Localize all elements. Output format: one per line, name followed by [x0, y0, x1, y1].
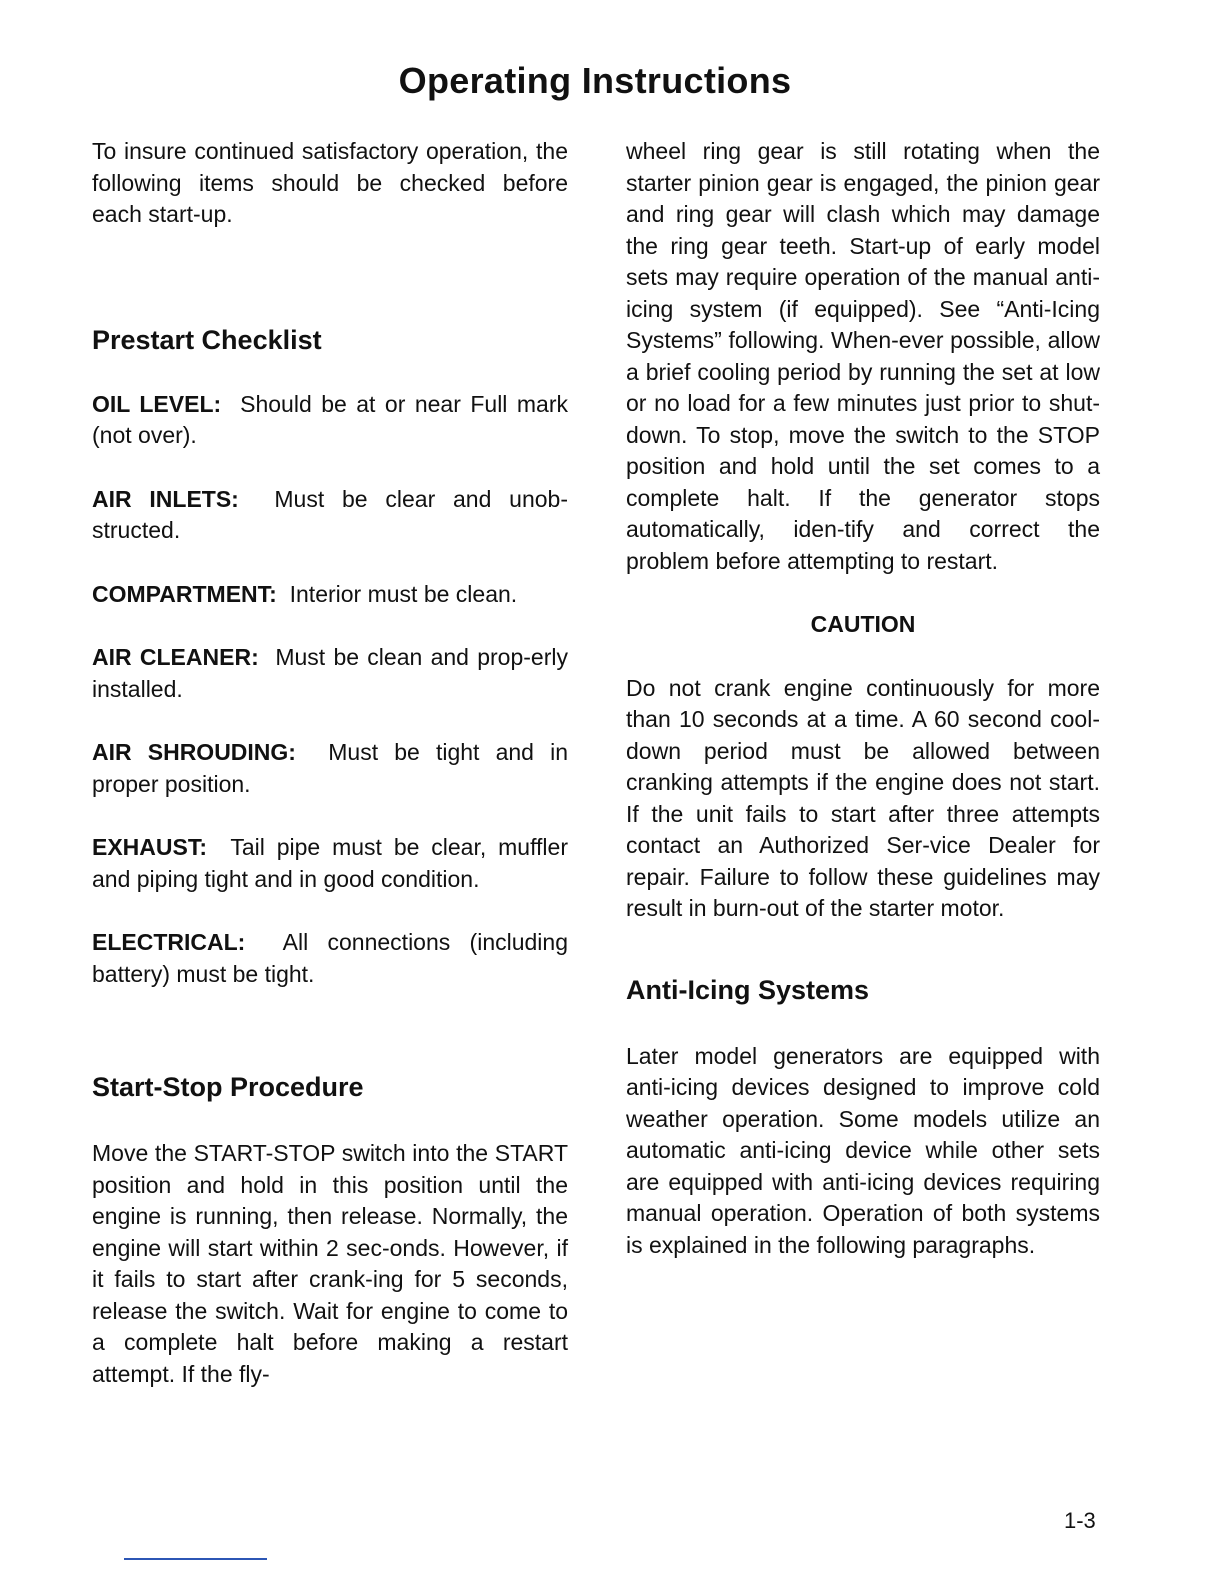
checklist-text: Must be clean and prop-erly installed.	[92, 644, 568, 702]
intro-paragraph: To insure continued satisfactory operation, the following items should be checked before each start-up.	[92, 138, 568, 227]
footer-rule	[124, 1558, 267, 1560]
checklist-text: Interior must be clean.	[289, 580, 518, 607]
prestart-heading: Prestart Checklist	[92, 324, 322, 355]
checklist-item-air-cleaner	[92, 642, 568, 705]
checklist-label: AIR INLETS:	[92, 485, 239, 512]
checklist-text: All connections (including battery) must be tight.	[92, 929, 568, 987]
checklist-label: AIR CLEANER:	[92, 644, 259, 670]
caution-paragraph: Do not crank engine continuously for more than 10 seconds at a time. A 60 second cool-down period must be allowed between cranking attempts if the engine does not start. If the unit fails to start after three attempts contact an Authorized Ser-vice Dealer for repair. Failure to follow these guidelines may result in burn-out of the starter motor.	[626, 674, 1100, 921]
checklist-item-air-shrouding	[92, 737, 568, 800]
left-column	[92, 136, 568, 1390]
caution-title: CAUTION	[810, 611, 916, 637]
checklist-text: Tail pipe must be clear, muffler and piping tight and in good condition.	[92, 834, 568, 892]
checklist-label: EXHAUST:	[92, 834, 208, 860]
start-stop-continued-paragraph: wheel ring gear is still rotating when the starter pinion gear is engaged, the pinion gear and ring gear will clash which may damage the ring gear teeth. Start-up of early model sets may require operation of the manual anti-icing system (if equipped). See “Anti-Icing Systems” following. When-ever possible, allow a brief cooling period by running the set at low or no load for a few minutes just prior to shut-down. To stop, move the switch to the STOP position and hold until the set comes to a complete halt. If the generator stops automatically, iden-tify and correct the problem before attempting to restart.	[626, 138, 1100, 574]
checklist-text: Should be at or near Full mark (not over).	[92, 390, 568, 448]
checklist-label: AIR SHROUDING:	[92, 739, 296, 765]
anti-icing-paragraph: Later model generators are equipped with anti-icing devices designed to improve cold weather operation. Some models utilize an automatic anti-icing device while other sets are equipped with anti-icing devices requiring manual operation. Operation of both systems is explained in the following paragraphs.	[626, 1042, 1100, 1258]
checklist-label: ELECTRICAL:	[92, 929, 246, 955]
checklist-item-exhaust	[92, 832, 568, 895]
checklist-text: Must be tight and in proper position.	[92, 739, 568, 797]
checklist-label: COMPARTMENT:	[92, 580, 277, 607]
checklist-item-compartment	[92, 579, 568, 611]
anti-icing-heading: Anti-Icing Systems	[626, 974, 870, 1005]
checklist-label: OIL LEVEL:	[92, 390, 222, 417]
checklist-item-air-inlets	[92, 484, 568, 547]
start-stop-heading: Start-Stop Procedure	[92, 1072, 364, 1102]
checklist-item-oil-level	[92, 389, 568, 452]
checklist-text: Must be clear and unob-structed.	[92, 485, 568, 543]
start-stop-paragraph: Move the START-STOP switch into the START position and hold in this position until the engine is running, then release. Normally, the engine will start within 2 sec-onds. However, if it fails to start after crank-ing for 5 seconds, release the switch. Wait for engine to come to a complete halt before making a restart attempt. If the fly-	[92, 1140, 568, 1387]
right-column	[626, 136, 1100, 1261]
checklist-item-electrical	[92, 927, 568, 990]
page-title: Operating Instructions	[398, 60, 792, 101]
page-number: 1-3	[1064, 1508, 1096, 1533]
